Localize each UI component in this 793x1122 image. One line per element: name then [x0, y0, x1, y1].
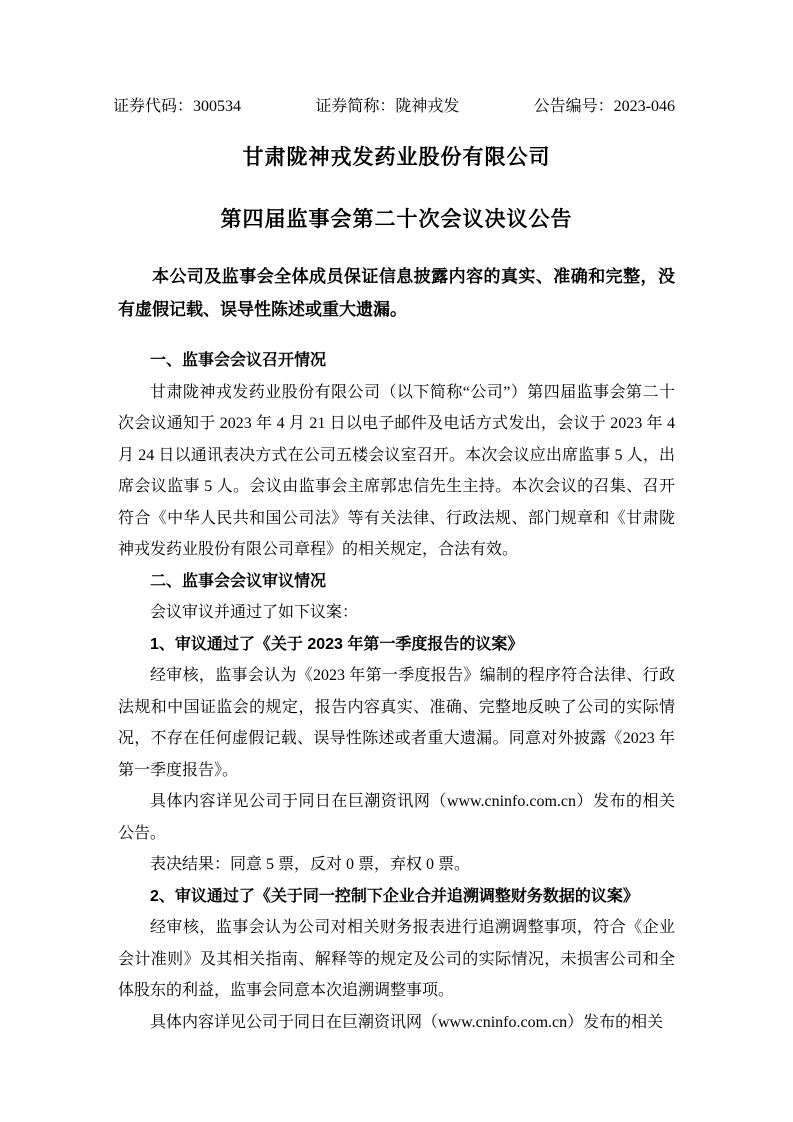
resolution-1-reference: 具体内容详见公司于同日在巨潮资讯网（www.cninfo.com.cn）发布的相关公告。	[118, 793, 675, 842]
resolution-2-review: 经审核，监事会认为公司对相关财务报表进行追溯调整事项，符合《企业会计准则》及其相关指南、解释等的规定及公司的实际情况，未损害公司和全体股东的利益，监事会同意本次追溯调整事项。	[118, 919, 675, 999]
disclaimer-statement: 本公司及监事会全体成员保证信息披露内容的真实、准确和完整，没有虚假记载、误导性陈述或重大遗漏。	[118, 267, 675, 319]
stock-short-name: 证券简称：陇神戎发	[315, 98, 460, 115]
resolution-2-reference: 具体内容详见公司于同日在巨潮资讯网（www.cninfo.com.cn）发布的相关	[150, 1013, 664, 1031]
announcement-number: 公告编号：2023-046	[533, 98, 675, 115]
resolution-1-review: 经审核，监事会认为《2023 年第一季度报告》编制的程序符合法律、行政法规和中国证监会的规定，报告内容真实、准确、完整地反映了公司的实际情况，不存在任何虚假记载、误导性陈述或者重大遗漏。同意对外披露《2023 年第一季度报告》。	[118, 667, 675, 779]
company-name-title: 甘肃陇神戎发药业股份有限公司	[242, 146, 551, 169]
resolution-2-heading: 2、审议通过了《关于同一控制下企业合并追溯调整财务数据的议案》	[150, 887, 639, 905]
resolution-1-heading: 1、审议通过了《关于 2023 年第一季度报告的议案》	[150, 635, 524, 653]
section-heading-convening: 一、监事会会议召开情况	[150, 352, 327, 369]
section-heading-deliberation: 二、监事会会议审议情况	[150, 572, 327, 590]
stock-code: 证券代码：300534	[113, 98, 242, 115]
deliberation-intro: 会议审议并通过了如下议案：	[150, 604, 359, 621]
resolution-1-vote-result: 表决结果：同意 5 票，反对 0 票，弃权 0 票。	[150, 856, 471, 873]
document-header	[113, 97, 675, 117]
announcement-title: 第四届监事会第二十次会议决议公告	[220, 208, 573, 231]
paragraph-convening-details: 甘肃陇神戎发药业股份有限公司（以下简称“公司”）第四届监事会第二十次会议通知于 2023 年 4 月 21 日以电子邮件及电话方式发出，会议于 2023 年 4 月 24 日以通讯表决方式在公司五楼会议室召开。本次会议应出席监事 5 人，出席会议监事 5 人。会议由监事会主席郭忠信先生主持。本次会议的召集、召开符合《中华人民共和国公司法》等有关法律、行政法规、部门规章和《甘肃陇神戎发药业股份有限公司章程》的相关规定，合法有效。	[118, 383, 675, 558]
